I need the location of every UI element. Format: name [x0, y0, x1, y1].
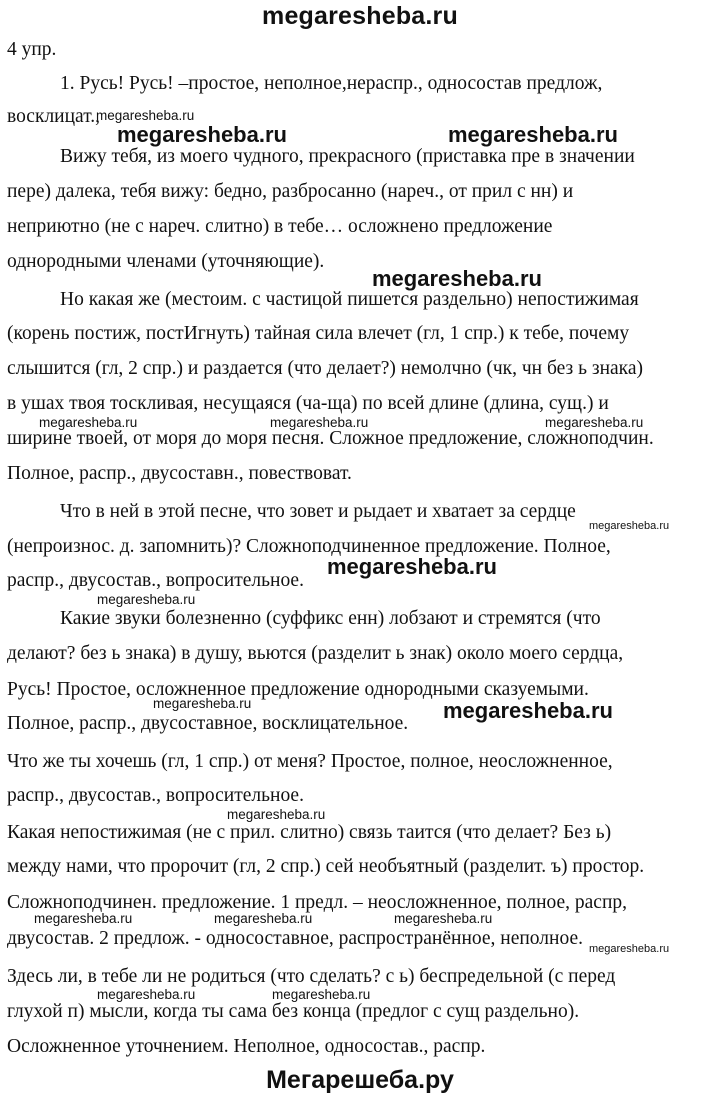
text-line: Осложненное уточнением. Неполное, односостав., распр. — [7, 1036, 486, 1057]
text-line: Что в ней в этой песне, что зовет и рыдает и хватает за сердце — [60, 501, 576, 522]
text-line: Русь! Простое, осложненное предложение однородными сказуемыми. — [7, 679, 589, 700]
text-line: Здесь ли, в тебе ли не родиться (что сделать? с ь) беспредельной (с перед — [7, 966, 616, 987]
text-line: Но какая же (местоим. с частицой пишется раздельно) непостижимая — [60, 289, 639, 310]
watermark: megaresheba.ru — [272, 987, 371, 1002]
text-line: ширине твоей, от моря до моря песня. Сложное предложение, сложноподчин. — [7, 428, 654, 449]
watermark: megaresheba.ru — [270, 415, 369, 430]
text-line: в ушах твоя тоскливая, несущаяся (ча-ща) по всей длине (длина, сущ.) и — [7, 393, 609, 414]
site-footer: Мегарешеба.ру — [266, 1066, 454, 1094]
watermark: megaresheba.ru — [34, 911, 133, 926]
watermark: megaresheba.ru — [96, 108, 195, 123]
text-line: Что же ты хочешь (гл, 1 спр.) от меня? Простое, полное, неосложненное, — [7, 751, 613, 772]
watermark: megaresheba.ru — [448, 122, 618, 147]
text-line: между нами, что пророчит (гл, 2 спр.) сей необъятный (разделит. ъ) простор. — [7, 856, 645, 877]
text-line: глухой п) мысли, когда ты сама без конца (предлог с сущ раздельно). — [7, 1001, 580, 1022]
text-line: Полное, распр., двусоставное, восклицательное. — [7, 713, 409, 734]
site-header: megaresheba.ru — [262, 2, 458, 30]
watermark: megaresheba.ru — [117, 122, 287, 147]
text-line: Какие звуки болезненно (суффикс енн) лобзают и стремятся (что — [60, 608, 601, 629]
text-line: распр., двусостав., вопросительное. — [7, 570, 304, 591]
watermark: megaresheba.ru — [227, 807, 326, 822]
text-line: двусостав. 2 предлож. - односоставное, распространённое, неполное. — [7, 928, 583, 949]
watermark: megaresheba.ru — [372, 266, 542, 291]
text-line: восклицат., — [7, 106, 100, 127]
text-line: распр., двусостав., вопросительное. — [7, 785, 304, 806]
watermark: megaresheba.ru — [214, 911, 313, 926]
watermark: megaresheba.ru — [545, 415, 644, 430]
text-line: (непроизнос. д. запомнить)? Сложноподчиненное предложение. Полное, — [7, 536, 611, 557]
watermark: megaresheba.ru — [443, 698, 613, 723]
text-line: Вижу тебя, из моего чудного, прекрасного (приставка пре в значении — [60, 146, 635, 167]
text-line: (корень постиж, постИгнуть) тайная сила влечет (гл, 1 спр.) к тебе, почему — [7, 323, 630, 344]
watermark: megaresheba.ru — [39, 415, 138, 430]
watermark: megaresheba.ru — [589, 943, 670, 955]
text-line: Сложноподчинен. предложение. 1 предл. – неосложненное, полное, распр, — [7, 892, 628, 913]
watermark: megaresheba.ru — [327, 554, 497, 579]
text-line: Полное, распр., двусоставн., повествоват. — [7, 463, 352, 484]
watermark: megaresheba.ru — [394, 911, 493, 926]
text-line: пере) далека, тебя вижу: бедно, разбросанно (нареч., от прил с нн) и — [7, 181, 574, 202]
watermark: megaresheba.ru — [589, 520, 670, 532]
text-line: делают? без ь знака) в душу, вьются (разделит ь знак) около моего сердца, — [7, 643, 624, 664]
text-line: однородными членами (уточняющие). — [7, 251, 325, 272]
watermark: megaresheba.ru — [97, 592, 196, 607]
watermark: megaresheba.ru — [153, 696, 252, 711]
watermark: megaresheba.ru — [97, 987, 196, 1002]
text-line: Какая непостижимая (не с прил. слитно) связь таится (что делает? Без ь) — [7, 822, 612, 843]
text-line: слышится (гл, 2 спр.) и раздается (что делает?) немолчно (чк, чн без ь знака) — [7, 358, 643, 379]
exercise-label: 4 упр. — [7, 39, 57, 60]
text-line: 1. Русь! Русь! –простое, неполное,нераспр., односостав предлож, — [60, 73, 603, 94]
text-line: неприютно (не с нареч. слитно) в тебе… осложнено предложение — [7, 216, 553, 237]
